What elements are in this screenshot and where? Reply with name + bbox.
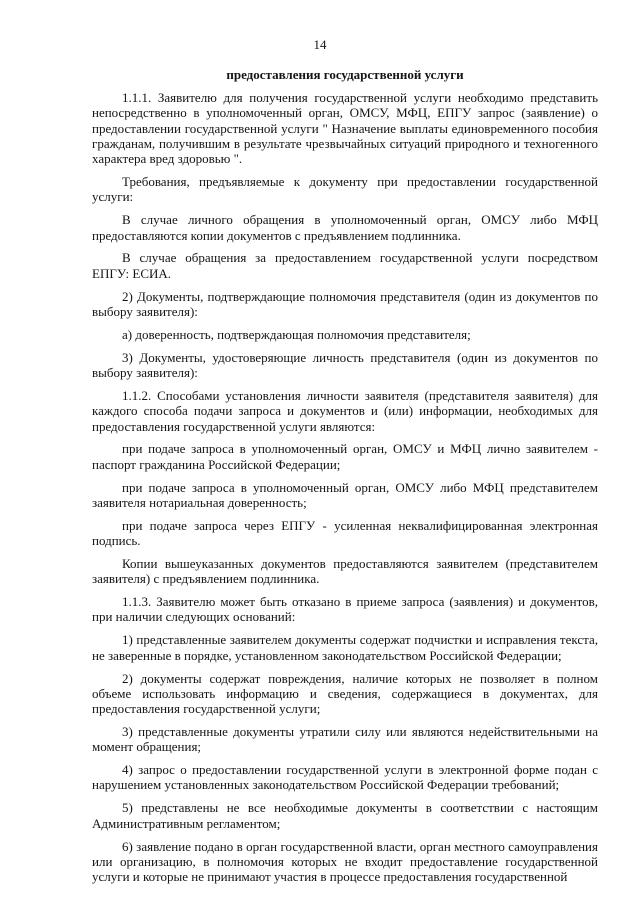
paragraph: 2) Документы, подтверждающие полномочия представителя (один из документов по выбору заявителя): bbox=[92, 288, 598, 319]
paragraph: 1) представленные заявителем документы содержат подчистки и исправления текста, не заверенные в порядке, установленном законодательством Российской Федерации; bbox=[92, 632, 598, 663]
page-number: 14 bbox=[313, 37, 327, 52]
paragraph: 3) Документы, удостоверяющие личность представителя (один из документов по выбору заявителя): bbox=[92, 349, 598, 381]
paragraph: при подаче запроса через ЕПГУ - усиленная неквалифицированная электронная подпись. bbox=[92, 517, 598, 549]
paragraph: при подаче запроса в уполномоченный орган, ОМСУ и МФЦ лично заявителем - паспорт гражданина Российской Федерации; bbox=[92, 441, 598, 472]
paragraph: В случае обращения за предоставлением государственной услуги посредством ЕПГУ: ЕСИА. bbox=[92, 250, 598, 281]
paragraph: Копии вышеуказанных документов предоставляются заявителем (представителем заявителя) с предъявлением подлинника. bbox=[92, 555, 598, 587]
paragraph: 2) документы содержат повреждения, наличие которых не позволяет в полном объеме использовать информацию и сведения, содержащиеся в документах, для предоставления государственной услуги; bbox=[92, 670, 598, 717]
paragraph: 5) представлены не все необходимые документы в соответствии с настоящим Административным регламентом; bbox=[92, 800, 598, 831]
paragraph: 1.1.3. Заявителю может быть отказано в приеме запроса (заявления) и документов, при наличии следующих оснований: bbox=[92, 594, 598, 625]
paragraph: 6) заявление подано в орган государственной власти, орган местного самоуправления или организацию, в полномочия которых не входит предоставление государственной услуги и которые не принимают участия в процессе предоставления государственной bbox=[92, 838, 598, 885]
section-heading: предоставления государственной услуги bbox=[226, 67, 464, 82]
paragraph: при подаче запроса в уполномоченный орган, ОМСУ либо МФЦ представителем заявителя нотариальная доверенность; bbox=[92, 479, 598, 510]
body-text bbox=[92, 90, 598, 892]
paragraph: Требования, предъявляемые к документу при предоставлении государственной услуги: bbox=[92, 174, 598, 205]
paragraph: 1.1.2. Способами установления личности заявителя (представителя заявителя) для каждого способа подачи запроса и документов и (или) информации, необходимых для предоставления государственной услуги являются: bbox=[92, 387, 598, 434]
paragraph: В случае личного обращения в уполномоченный орган, ОМСУ либо МФЦ предоставляются копии документов с предъявлением подлинника. bbox=[92, 212, 598, 243]
paragraph: 4) запрос о предоставлении государственной услуги в электронной форме подан с нарушением установленных законодательством Российской Федерации требований; bbox=[92, 762, 598, 793]
paragraph: 1.1.1. Заявителю для получения государственной услуги необходимо представить непосредственно в уполномоченный орган, ОМСУ, МФЦ, ЕПГУ запрос (заявление) о предоставлении государственной услуги " Назначение выплаты единовременного пособия гражданам, получившим в результате чрезвычайных ситуаций природного и техногенного характера вред здоровью ". bbox=[92, 90, 598, 167]
paragraph: 3) представленные документы утратили силу или являются недействительными на момент обращения; bbox=[92, 724, 598, 755]
paragraph: а) доверенность, подтверждающая полномочия представителя; bbox=[122, 326, 471, 342]
